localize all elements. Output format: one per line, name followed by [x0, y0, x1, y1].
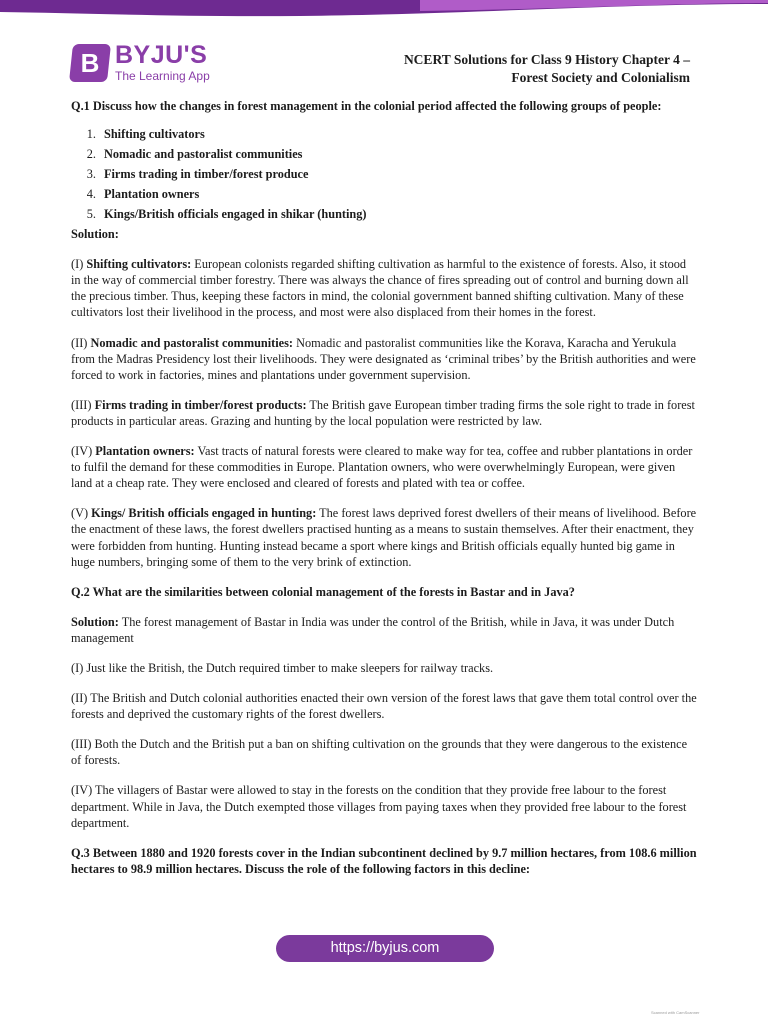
- list-item: 5. Kings/British officials engaged in shikar (hunting): [86, 207, 367, 222]
- list-item: 1. Shifting cultivators: [86, 127, 205, 142]
- answer-heading: Shifting cultivators:: [86, 257, 192, 272]
- top-decorative-band: [0, 0, 768, 22]
- solution-paragraph: Solution: The forest management of Bastar in India was under the control of the British, while in Java, it was under Dutch management: [71, 614, 675, 645]
- answer-heading: Firms trading in timber/forest products:: [94, 397, 307, 412]
- point-paragraph: (III) Both the Dutch and the British put a ban on shifting cultivation on the grounds that they were dangerous to the existence of forests.: [71, 737, 688, 768]
- point-paragraph: (I) Just like the British, the Dutch required timber to make sleepers for railway tracks.: [71, 660, 494, 675]
- solution-label: Solution:: [71, 227, 119, 242]
- question-3: Q.3 Between 1880 and 1920 forests cover in the Indian subcontinent declined by 9.7 million hectares, from 108.6 million hectares to 98.9 million hectares. Discuss the role of the following factors in this decline:: [71, 845, 697, 876]
- question-2: Q.2 What are the similarities between colonial management of the forests in Bastar and in Java?: [71, 584, 575, 599]
- logo-name: BYJU'S: [115, 41, 208, 69]
- page-content: [71, 98, 697, 877]
- answer-paragraph: (IV) Plantation owners: Vast tracts of natural forests were cleared to make way for tea, coffee and rubber plantations in order to fulfil the demand for these commodities in Europe. Plantation owners, who were overwhelmingly European, were given land at a cheap rate. They were enclosed and cleared of forests and plated with tea or coffee.: [71, 444, 693, 491]
- point-paragraph: (II) The British and Dutch colonial authorities enacted their own version of the forest laws that gave them total control over the forests and deprived the customary rights of the forest dwellers.: [71, 691, 697, 722]
- answer-paragraph: (II) Nomadic and pastoralist communities: Nomadic and pastoralist communities like the Korava, Karacha and Yerukula from the Madras Presidency lost their livelihoods. They were designated as ‘criminal tribes’ by the British authorities and were forced to work in factories, mines and plantations under government supervision.: [71, 335, 696, 382]
- document-title-line1: NCERT Solutions for Class 9 History Chapter 4 –: [403, 52, 690, 67]
- byjus-logo: [71, 42, 231, 86]
- document-title-line2: Forest Society and Colonialism: [511, 70, 690, 85]
- scanner-watermark: Scanned with CamScanner: [651, 1010, 700, 1015]
- answer-heading: Nomadic and pastoralist communities:: [90, 335, 294, 350]
- answer-paragraph: (V) Kings/ British officials engaged in hunting: The forest laws deprived forest dwellers of their means of livelihood. Before the enactment of these laws, the forest dwellers practised hunting as a means to sustain themselves. After their enactment, they were forbidden from hunting. Hunting instead became a sport where kings and British officials equally hunted big game in huge numbers, bringing some of them to the very brink of extinction.: [71, 506, 697, 569]
- question-1: Q.1 Discuss how the changes in forest management in the colonial period affected the following groups of people:: [71, 99, 662, 113]
- logo-tagline: The Learning App: [115, 69, 210, 83]
- footer-url-link[interactable]: https://byjus.com: [276, 935, 494, 962]
- document-title: [404, 51, 690, 87]
- logo-mark: [69, 44, 111, 82]
- list-item: 3. Firms trading in timber/forest produce: [86, 167, 309, 182]
- solution-label: Solution:: [71, 614, 119, 629]
- list-item: 4. Plantation owners: [86, 187, 200, 202]
- logo-mark-letter: B: [80, 48, 100, 78]
- point-paragraph: (IV) The villagers of Bastar were allowed to stay in the forests on the condition that they provide free labour to the forest department. While in Java, the Dutch exempted those villages from paying taxes when they provided free labour to the forest department.: [71, 783, 687, 830]
- question-1-list: [71, 124, 697, 224]
- list-item: 2. Nomadic and pastoralist communities: [86, 147, 303, 162]
- answer-heading: Plantation owners:: [95, 444, 195, 459]
- answer-heading: Kings/ British officials engaged in hunting:: [91, 506, 317, 521]
- answer-paragraph: (III) Firms trading in timber/forest products: The British gave European timber trading firms the sole right to trade in forest products in particular areas. Grazing and hunting by the local population were restricted by law.: [71, 397, 695, 428]
- answer-paragraph: (I) Shifting cultivators: European colonists regarded shifting cultivation as harmful to the existence of forests. Also, it stood in the way of commercial timber forestry. There was always the chance of fires spreading out of control and burning down all the precious timber. Thus, keeping these factors in mind, the colonial government banned shifting cultivation. Many of these cultivators lost their livelihood in the process, and most were also displaced from their homes in the forest.: [71, 257, 689, 320]
